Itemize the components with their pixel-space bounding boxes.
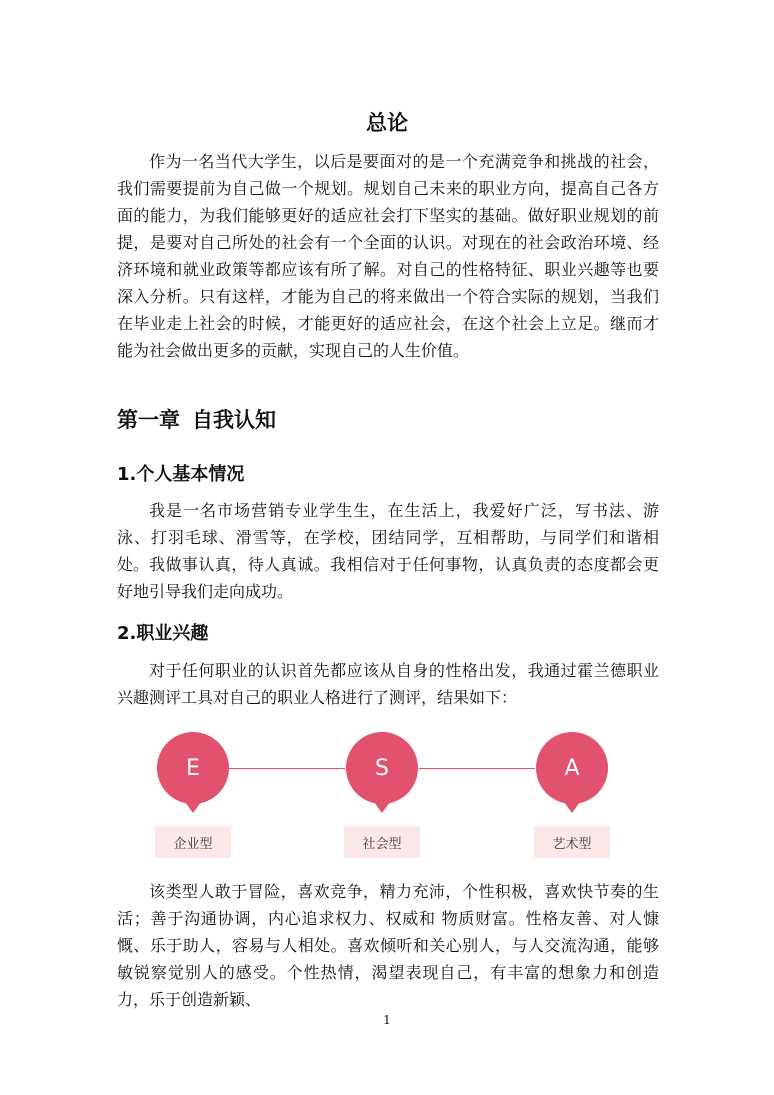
- chapter-heading: [117, 404, 276, 434]
- basic-info-paragraph-2: 我做事认真，待人真诚。我相信对于任何事物，认真负责的态度都会更好地引导我们走向成功。: [117, 555, 659, 601]
- career-interest-paragraph-2: 该类型人敢于冒险，喜欢竞争，精力充沛，个性积极，喜欢快节奏的生活；善于沟通协调，内心追求权力、权威和 物质财富。性格友善、对人慷慨、乐于助人，容易与人相处。喜欢倾听和关心别人，与人交流沟通，能够敏锐察觉别人的感受。个性热情，渴望表现自己，有丰富的想象力和创造力，乐于创造新颖、: [117, 882, 659, 1009]
- career-interest-paragraph-1: 对于任何职业的认识首先都应该从自身的性格出发，我通过霍兰德职业兴趣测评工具对自己的职业人格进行了测评，结果如下：: [117, 661, 659, 707]
- holland-code-diagram: [0, 730, 774, 865]
- intro-paragraph: 作为一名当代大学生，以后是要面对的是一个充满竞争和挑战的社会，我们需要提前为自己做一个规划。规划自己未来的职业方向，提高自己各方面的能力，为我们能够更好的适应社会打下坚实的基础。做好职业规划的前提，是要对自己所处的社会有一个全面的认识。对现在的社会政治环境、经济环境和就业政策等都应该有所了解。对自己的性格特征、职业兴趣等也要深入分析。只有这样，才能为自己的将来做出一个符合实际的规划，当我们在毕业走上社会的时候，才能更好的适应社会，在这个社会上立足。继而才能为社会做出更多的贡献，实现自己的人生价值。: [117, 152, 659, 360]
- node-circle-e: E: [157, 732, 229, 804]
- page-number: 1: [383, 1013, 391, 1027]
- connector-line: [229, 768, 345, 769]
- section-heading-career-interest: 2.职业兴趣: [117, 623, 209, 644]
- doc-title: 总论: [366, 111, 408, 135]
- basic-info-paragraph-1: 我是一名市场营销专业学生生，在生活上，我爱好广泛，写书法、游泳、打羽毛球、滑雪等，在学校，团结同学，互相帮助，与同学们和谐相处。: [117, 501, 659, 574]
- chapter-number: 第一章: [117, 408, 180, 432]
- chapter-title: 自我认知: [192, 408, 276, 432]
- node-circle-a: A: [536, 732, 608, 804]
- node-label-a: 艺术型: [534, 826, 610, 858]
- node-pointer: [564, 802, 580, 813]
- node-pointer: [374, 802, 390, 813]
- node-pointer: [185, 802, 201, 813]
- node-label-e: 企业型: [155, 826, 231, 858]
- node-label-s: 社会型: [344, 826, 420, 858]
- section-heading-basic-info: 1.个人基本情况: [117, 464, 245, 485]
- connector-line: [419, 768, 535, 769]
- node-circle-s: S: [346, 732, 418, 804]
